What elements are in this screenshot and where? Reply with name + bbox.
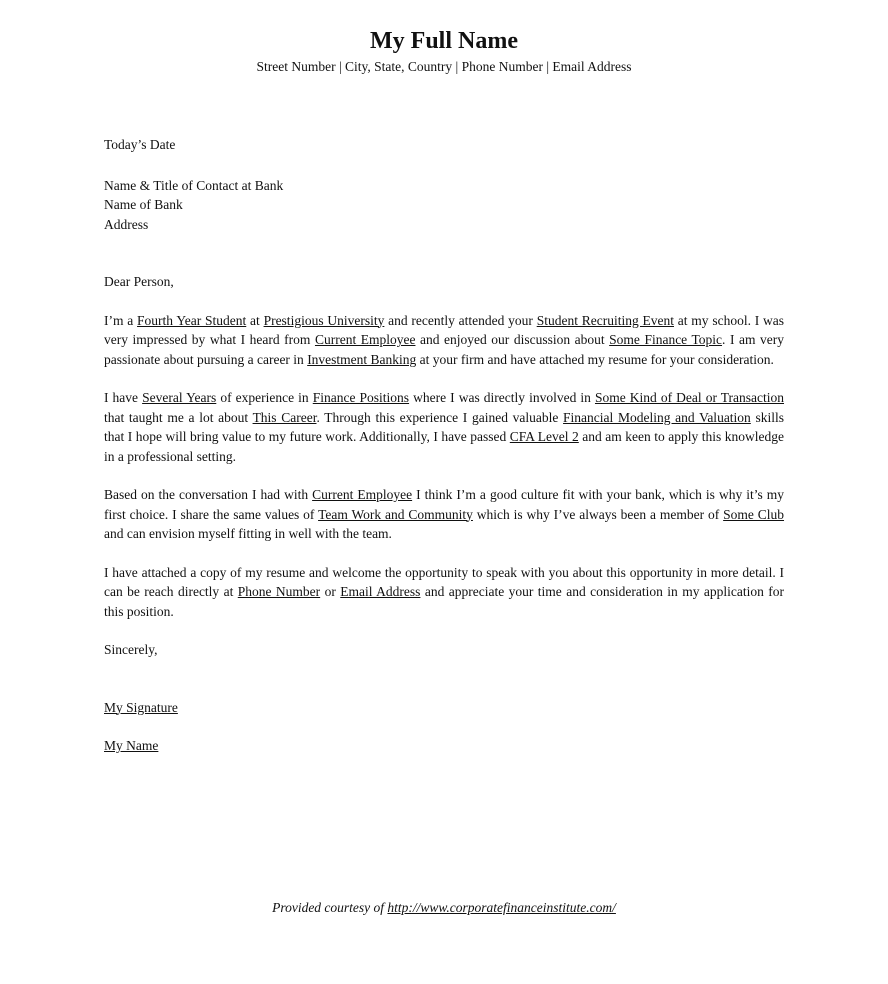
text: at my school. I was very impressed by what I heard from — [104, 312, 784, 347]
placeholder-year-student: Fourth Year Student — [137, 312, 247, 328]
footer-credit — [0, 900, 888, 916]
signature-placeholder: My Signature — [104, 699, 178, 715]
placeholder-certification: CFA Level 2 — [509, 429, 579, 444]
placeholder-career: This Career — [252, 409, 317, 425]
text: . Through this experience I gained valuable — [316, 409, 564, 425]
text: I think I’m a good culture fit with your bank, which is why it’s my first choice. I share the same values of — [104, 487, 784, 522]
placeholder-club: Some Club — [723, 506, 785, 522]
printed-name-placeholder: My Name — [104, 738, 159, 753]
sender-contact-line: Street Number | City, State, Country | Phone Number | Email Address — [256, 59, 632, 74]
placeholder-years: Several Years — [142, 390, 217, 405]
text: which is why I’ve always been a member of — [472, 506, 724, 522]
letter-date: Today’s Date — [104, 137, 176, 152]
placeholder-deal: Some Kind of Deal or Transaction — [594, 390, 785, 405]
text: and appreciate your time and consideration in my application for this position. — [104, 584, 784, 619]
placeholder-current-employee: Current Employee — [314, 332, 416, 347]
recipient-name-title: Name & Title of Contact at Bank — [104, 177, 284, 193]
placeholder-skills: Financial Modeling and Valuation — [563, 409, 751, 425]
text: I’m a — [104, 312, 138, 328]
paragraph-experience — [104, 388, 784, 466]
text: I have — [104, 390, 143, 405]
placeholder-finance-topic: Some Finance Topic — [609, 332, 723, 347]
placeholder-positions: Finance Positions — [312, 390, 410, 405]
text: of experience in — [216, 390, 313, 405]
letter-header — [0, 26, 888, 77]
placeholder-current-employee: Current Employee — [312, 487, 413, 502]
text: Based on the conversation I had with — [104, 487, 313, 502]
sender-name: My Full Name — [370, 28, 518, 54]
paragraph-intro — [104, 311, 784, 370]
text: and recently attended your — [384, 312, 537, 328]
placeholder-phone: Phone Number — [237, 584, 321, 599]
text: that taught me a lot about — [104, 409, 253, 425]
text: or — [320, 584, 341, 599]
placeholder-email: Email Address — [340, 584, 421, 599]
footer-link[interactable]: http://www.corporatefinanceinstitute.com/ — [387, 900, 616, 915]
text: and can envision myself fitting in well with the team. — [104, 526, 392, 541]
placeholder-values: Team Work and Community — [318, 506, 473, 522]
letter-body — [104, 135, 784, 756]
text: skills that I hope will bring value to my future work. Additionally, I have passed — [104, 409, 785, 444]
placeholder-university: Prestigious University — [263, 312, 385, 328]
footer-prefix: Provided courtesy of — [272, 900, 388, 915]
salutation: Dear Person, — [104, 274, 174, 289]
text: I have attached a copy of my resume and welcome the opportunity to speak with you about this opportunity in more detail. I can be reach directly at — [104, 564, 784, 599]
text: and enjoyed our discussion about — [415, 332, 610, 347]
text: and am keen to apply this knowledge in a professional setting. — [104, 429, 784, 464]
recipient-address: Address — [104, 216, 149, 232]
placeholder-career-area: Investment Banking — [307, 351, 417, 367]
recipient-bank-name: Name of Bank — [104, 197, 183, 212]
text: . I am very passionate about pursuing a career in — [104, 332, 784, 367]
placeholder-recruiting-event: Student Recruiting Event — [536, 312, 674, 328]
text: where I was directly involved in — [409, 390, 595, 405]
text: at your firm and have attached my resume for your consideration. — [416, 351, 774, 367]
closing: Sincerely, — [104, 642, 158, 657]
paragraph-closing-request — [104, 563, 784, 622]
text: at — [246, 312, 264, 328]
paragraph-culture-fit — [104, 485, 784, 544]
